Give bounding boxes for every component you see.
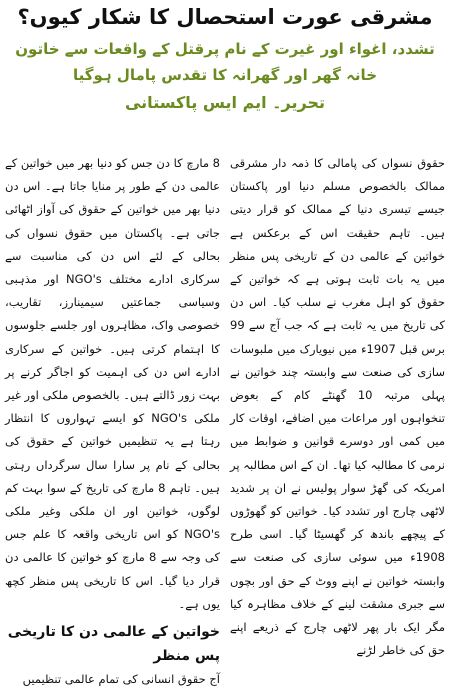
right-column-paragraph-2: آج حقوق انسانی کی تمام عالمی تنظیمیں xyxy=(22,672,220,687)
article-title: مشرقی عورت استحصال کا شکار کیوں؟ xyxy=(17,5,433,29)
section-heading: خواتین کے عالمی دن کا تاریخی پس منظر xyxy=(7,624,220,665)
right-column xyxy=(5,152,220,687)
article-subtitle: تشدد، اغواء اور غیرت کے نام پرقتل کے واقعات سے خاتون خانہ گھر اور گھرانہ کا تقدس پامال ہوگیا xyxy=(15,40,435,84)
article-byline: تحریر۔ ایم ایس پاکستانی xyxy=(124,93,326,112)
right-column-paragraph-1: 8 مارچ کا دن جس کو دنیا بھر میں خواتین کے عالمی دن کے طور پر منایا جاتا ہے۔ اس دن دنیا بھر میں خواتین کے حقوق کی آواز اٹھائی جاتی ہے۔ پاکستان میں حقوق نسواں کی بحالی کے لئے اس دن کی مناسبت سے سرکاری ادارے مختلف NGO's اور مذہبی وسیاسی جماعتیں سیمینارز، تقاریب، خصوصی واک، مظاہروں اور جلسے جلوسوں کا اہتمام کرتی ہیں۔ خواتین کے سرکاری ادارے اس دن کی اہمیت کو اجاگر کرنے پر بہت زور ڈالتے ہیں۔ بالخصوص ملکی اور غیر ملکی NGO's کو ایسے تہواروں کا انتظار رہتا ہے یہ تنظیمیں خواتین کے حقوق کی بحالی کے نام پر سارا سال سرگرداں رہتی ہیں۔ تاہم 8 مارچ کی تاریخ کے سوا بہت کم لوگوں، خواتین اور ان ملکی وغیر ملکی NGO's کو اس تاریخی واقعہ کا علم جس کی وجہ سے 8 مارچ کو خواتین کا عالمی دن قرار دیا گیا۔ اس کا تاریخی پس منظر کچھ یوں ہے۔ xyxy=(5,156,220,611)
left-column-paragraph-1: حقوق نسواں کی پامالی کا ذمہ دار مشرقی ممالک بالخصوص مسلم دنیا اور پاکستان جیسے تیسری دنیا کے ممالک کو قرار دیتی ہیں۔ تاہم حقیقت اس کے برعکس ہے خواتین کے عالمی دن کے تاریخی پس منظر میں یہ بات ثابت ہوتی ہے کہ خواتین کے حقوق کو اہل مغرب نے سلب کیا۔ اس دن کی تاریخ میں یہ ثابت ہے کہ جب آج سے 99 برس قبل 1907ء میں نیویارک میں ملبوسات سازی کی صنعت سے وابستہ چند خواتین نے پہلی مرتبہ 10 گھنٹے کام کے بعوض تنخواہوں اور مراعات میں اضافے، اوقات کار میں کمی اور دوسرے قوانین و ضوابط میں نرمی کا مطالبہ کیا تھا۔ ان کے اس مطالبہ پر امریکہ کی گھڑ سوار پولیس نے ان پر شدید لاٹھی چارج اور تشدد کیا۔ خواتین کو گھوڑوں کے پیچھے باندھ کر گھسیٹا گیا۔ اسی طرح 1908ء میں سوئی سازی کی صنعت سے وابستہ خواتین نے اپنے ووٹ کے حق اور بچوں سے جبری مشقت لینے کے خلاف مظاہرہ کیا مگر ایک بار پھر لاٹھی چارج کے ذریعے اپنے حق کی خاطر لڑنے xyxy=(230,156,445,658)
article-header xyxy=(0,2,450,116)
left-column xyxy=(230,152,445,656)
article-body xyxy=(5,152,445,687)
